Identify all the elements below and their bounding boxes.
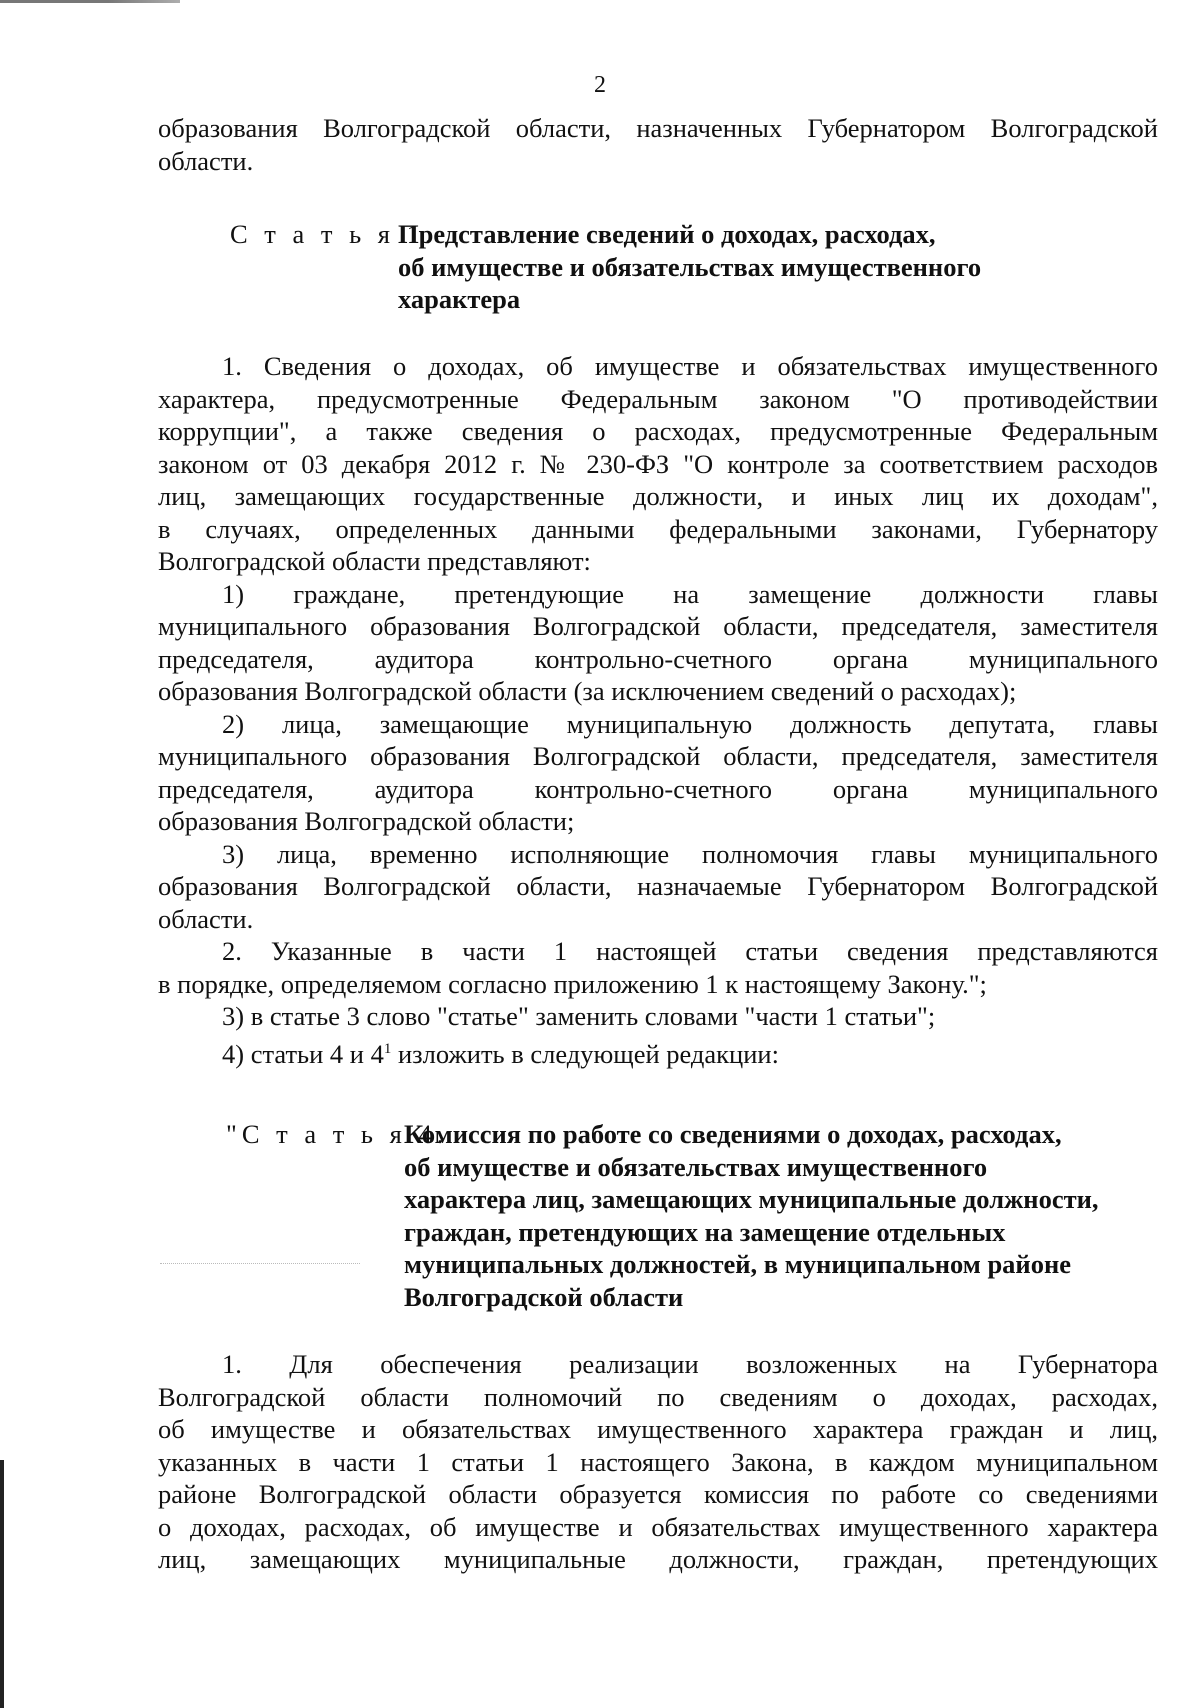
- text-line: образования Волгоградской области;: [158, 806, 575, 836]
- text-line: лиц, замещающих муниципальные должности, граждан, претендующих: [158, 1544, 1158, 1574]
- text-line: председателя, аудитора контрольно-счетного органа муниципального: [158, 773, 1158, 804]
- text-line: муниципального образования Волгоградской области, председателя, заместителя: [158, 611, 1158, 641]
- text-line: коррупции", а также сведения о расходах, предусмотренные Федеральным: [158, 416, 1158, 446]
- text-line: в случаях, определенных данными федеральными законами, Губернатору: [158, 513, 1158, 544]
- text-line: законом от 03 декабря 2012 г. № 230-ФЗ "О контроле за соответствием расходов: [158, 448, 1158, 479]
- text-line: председателя, аудитора контрольно-счетного органа муниципального: [158, 643, 1158, 674]
- text-line: 1. Сведения о доходах, об имуществе и обязательствах имущественного: [222, 351, 1158, 381]
- amendment-item-3: 3) в статье 3 слово "статье" заменить словами "части 1 статьи";: [222, 1001, 936, 1031]
- text-line: Волгоградской области представляют:: [158, 546, 591, 576]
- amendment-item-4-prefix: 4) статьи 4 и 4: [222, 1038, 384, 1069]
- text-line: указанных в части 1 статьи 1 настоящего Закона, в каждом муниципальном: [158, 1446, 1158, 1477]
- text-line: образования Волгоградской области, назначаемые Губернатором Волгоградской: [158, 871, 1158, 901]
- title-line: характера лиц, замещающих муниципальные должности,: [404, 1184, 1099, 1214]
- title-line: об имуществе и обязательствах имущественного: [404, 1151, 988, 1182]
- list-item-1: 1) граждане, претендующие на замещение должности главы: [222, 578, 1158, 609]
- article-1-title: [398, 218, 981, 316]
- page-number: 2: [594, 72, 606, 98]
- superscript: 1: [383, 1040, 392, 1057]
- title-line: Комиссия по работе со сведениями о доходах, расходах,: [404, 1119, 1062, 1149]
- title-line: об имуществе и обязательствах имущественного: [398, 251, 982, 282]
- article-4-title: [404, 1118, 1099, 1313]
- scan-dotted-artifact: [160, 1263, 360, 1264]
- scan-edge-mark-left: [0, 1460, 4, 1708]
- article-1-part-2: 2. Указанные в части 1 настоящей статьи сведения представляются: [222, 936, 1158, 966]
- text-line: лиц, замещающих государственные должности, и иных лиц их доходам",: [158, 481, 1158, 511]
- text-line: Волгоградской области полномочий по сведениям о доходах, расходах,: [158, 1381, 1158, 1412]
- list-item-3: 3) лица, временно исполняющие полномочия главы муниципального: [222, 838, 1158, 869]
- intro-paragraph: [158, 112, 1158, 177]
- scan-edge-mark: [0, 0, 180, 3]
- amendment-item-4-suffix: изложить в следующей редакции:: [391, 1038, 779, 1069]
- amendment-item-4: [158, 1033, 1158, 1070]
- text-line: области.: [158, 903, 254, 934]
- text-line: об имуществе и обязательствах имущественного характера граждан и лиц,: [158, 1414, 1158, 1444]
- text-line: муниципального образования Волгоградской области, председателя, заместителя: [158, 741, 1158, 771]
- title-line: Волгоградской области: [404, 1281, 684, 1312]
- text-line: в порядке, определяемом согласно приложению 1 к настоящему Закону.";: [158, 968, 987, 999]
- title-line: характера: [398, 284, 521, 314]
- article-1-label: С т а т ь я 1.: [230, 219, 437, 249]
- text-line: области.: [158, 145, 254, 176]
- text-line: образования Волгоградской области, назначенных Губернатором Волгоградской: [158, 113, 1158, 143]
- title-line: граждан, претендующих на замещение отдельных: [404, 1216, 1006, 1247]
- article-4-part-1: [158, 1348, 1158, 1576]
- list-item-2: 2) лица, замещающие муниципальную должность депутата, главы: [222, 708, 1158, 739]
- title-line: Представление сведений о доходах, расходах,: [398, 219, 936, 249]
- text-line: 1. Для обеспечения реализации возложенных на Губернатора: [222, 1349, 1158, 1379]
- article-4-label: "С т а т ь я 4.: [226, 1119, 449, 1149]
- text-line: образования Волгоградской области (за исключением сведений о расходах);: [158, 676, 1017, 706]
- article-1-part-1: [158, 350, 1158, 1070]
- text-line: о доходах, расходах, об имуществе и обязательствах имущественного характера: [158, 1511, 1158, 1542]
- text-line: характера, предусмотренные Федеральным законом "О противодействии: [158, 383, 1158, 414]
- title-line: муниципальных должностей, в муниципальном районе: [404, 1249, 1071, 1279]
- text-line: районе Волгоградской области образуется комиссия по работе со сведениями: [158, 1479, 1158, 1509]
